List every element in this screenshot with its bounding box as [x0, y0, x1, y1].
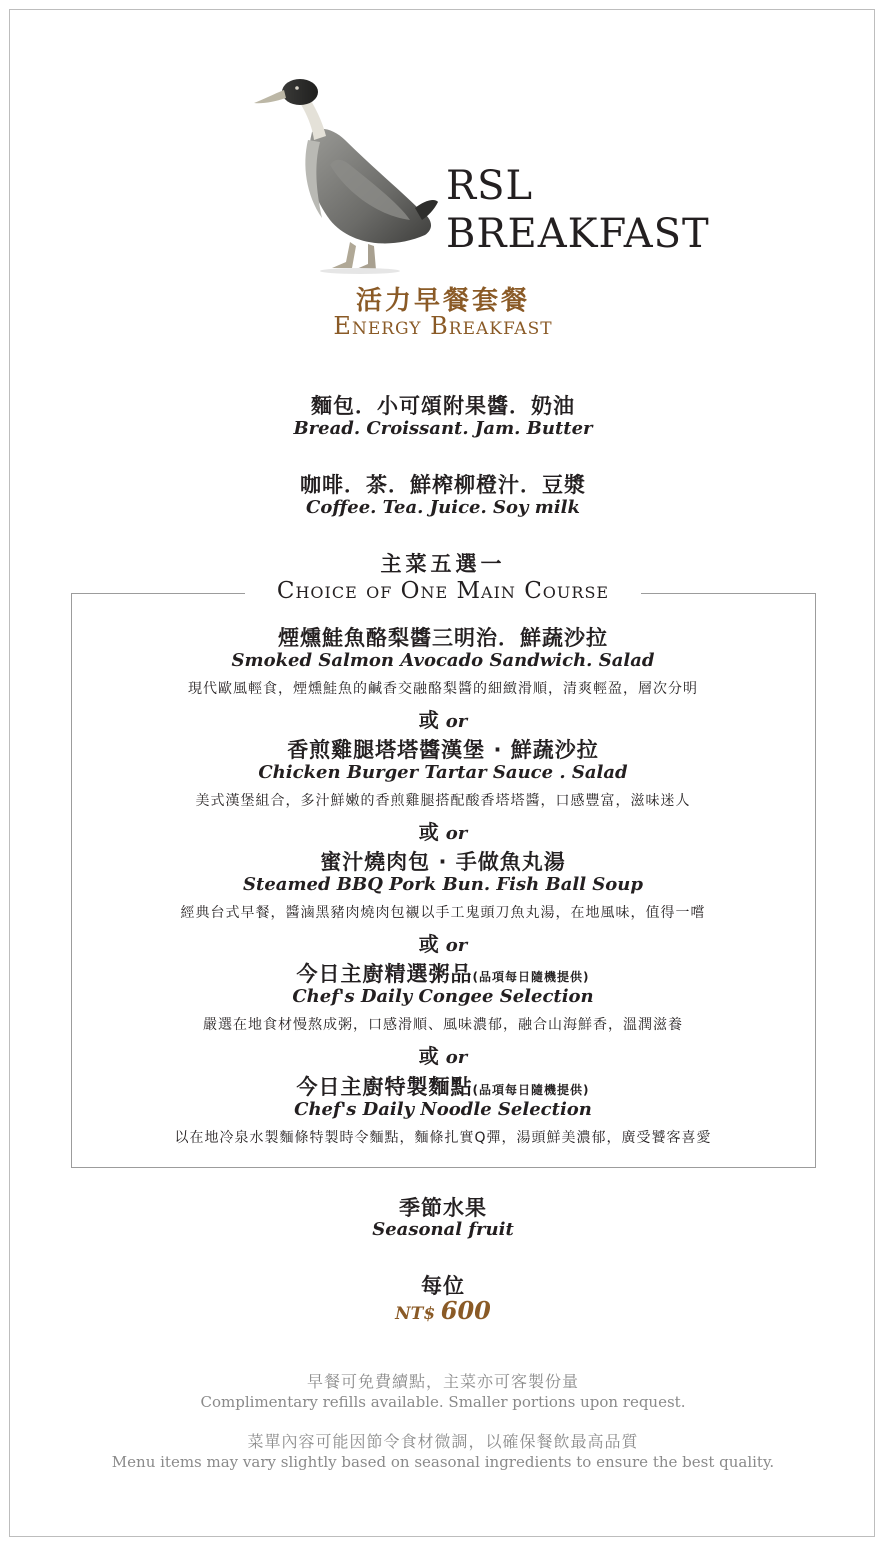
price-currency: NT$ [395, 1304, 436, 1324]
main-item-5-zh: 今日主廚特製麵點 [296, 1075, 473, 1099]
footer-note-2-zh: 菜單內容可能因節令食材微調，以確保餐飲最高品質 [247, 1432, 639, 1451]
main-item-3-zh: 蜜汁燒肉包 · 手做魚丸湯 [320, 850, 566, 874]
footer-note-2-en: Menu items may vary slightly based on seasonal ingredients to ensure the best quality. [111, 1453, 775, 1471]
or-zh: 或 [418, 708, 439, 732]
basic-item-1-en: Bread. Croissant. Jam. Butter [293, 418, 593, 439]
price-label: 每位 [421, 1274, 465, 1298]
main-item-4-note: (品項每日隨機提供) [472, 970, 590, 984]
title-line-2: BREAKFAST [446, 211, 710, 257]
main-item-1-zh: 煙燻鮭魚酪梨醬三明治．鮮蔬沙拉 [278, 626, 608, 650]
price-value [0, 1296, 886, 1325]
main-item-5-desc: 以在地冷泉水製麵條特製時令麵點，麵條扎實Q彈，湯頭鮮美濃郁，廣受饕客喜愛 [174, 1130, 712, 1146]
footer-note-1-zh: 早餐可免費續點，主菜亦可客製份量 [306, 1372, 579, 1391]
title-line-1: RSL [446, 163, 534, 209]
or-zh: 或 [418, 820, 439, 844]
subtitle-zh: 活力早餐套餐 [355, 286, 530, 316]
or-en: or [445, 711, 468, 732]
or-en: or [445, 935, 468, 956]
or-divider-2 [0, 816, 886, 845]
main-item-5-note: (品項每日隨機提供) [472, 1083, 590, 1097]
main-item-1-en: Smoked Salmon Avocado Sandwich. Salad [231, 650, 655, 671]
main-item-4-zh-line [0, 958, 886, 988]
basic-item-2-zh: 咖啡．茶．鮮榨柳橙汁．豆漿 [300, 473, 586, 497]
main-item-2-zh: 香煎雞腿塔塔醬漢堡 · 鮮蔬沙拉 [287, 738, 599, 762]
or-zh: 或 [418, 1044, 439, 1068]
main-item-2-en: Chicken Burger Tartar Sauce . Salad [258, 762, 628, 783]
or-en: or [445, 1047, 468, 1068]
or-divider-1 [0, 704, 886, 733]
main-course-heading-en: Choice of One Main Course [276, 578, 610, 604]
fruit-zh: 季節水果 [399, 1196, 487, 1220]
main-item-4-en: Chef's Daily Congee Selection [292, 986, 594, 1007]
main-item-5-en: Chef's Daily Noodle Selection [294, 1099, 592, 1120]
main-item-3-desc: 經典台式早餐，醬滷黑豬肉燒肉包襯以手工鬼頭刀魚丸湯，在地風味，值得一嚐 [180, 905, 706, 921]
or-zh: 或 [418, 932, 439, 956]
main-item-5-zh-line [0, 1071, 886, 1101]
main-item-4-zh: 今日主廚精選粥品 [296, 962, 473, 986]
main-item-3-en: Steamed BBQ Pork Bun. Fish Ball Soup [243, 874, 643, 895]
basic-item-1-zh: 麵包．小可頌附果醬．奶油 [311, 394, 575, 418]
or-divider-4 [0, 1040, 886, 1069]
subtitle-en: Energy Breakfast [333, 312, 553, 340]
duck-illustration [250, 70, 440, 275]
basic-item-2-en: Coffee. Tea. Juice. Soy milk [306, 497, 580, 518]
main-item-1-desc: 現代歐風輕食，煙燻鮭魚的鹹香交融酪梨醬的細緻滑順，清爽輕盈，層次分明 [188, 681, 698, 697]
footer-note-1-en: Complimentary refills available. Smaller portions upon request. [200, 1393, 686, 1411]
price-amount: 600 [440, 1296, 491, 1325]
main-item-4-desc: 嚴選在地食材慢熬成粥，口感滑順、風味濃郁，融合山海鮮香，溫潤滋養 [203, 1017, 683, 1033]
fruit-en: Seasonal fruit [372, 1219, 514, 1240]
main-item-2-desc: 美式漢堡組合，多汁鮮嫩的香煎雞腿搭配酸香塔塔醬，口感豐富，滋味迷人 [195, 793, 691, 809]
or-divider-3 [0, 928, 886, 957]
main-course-heading-zh: 主菜五選一 [380, 552, 506, 576]
or-en: or [445, 823, 468, 844]
